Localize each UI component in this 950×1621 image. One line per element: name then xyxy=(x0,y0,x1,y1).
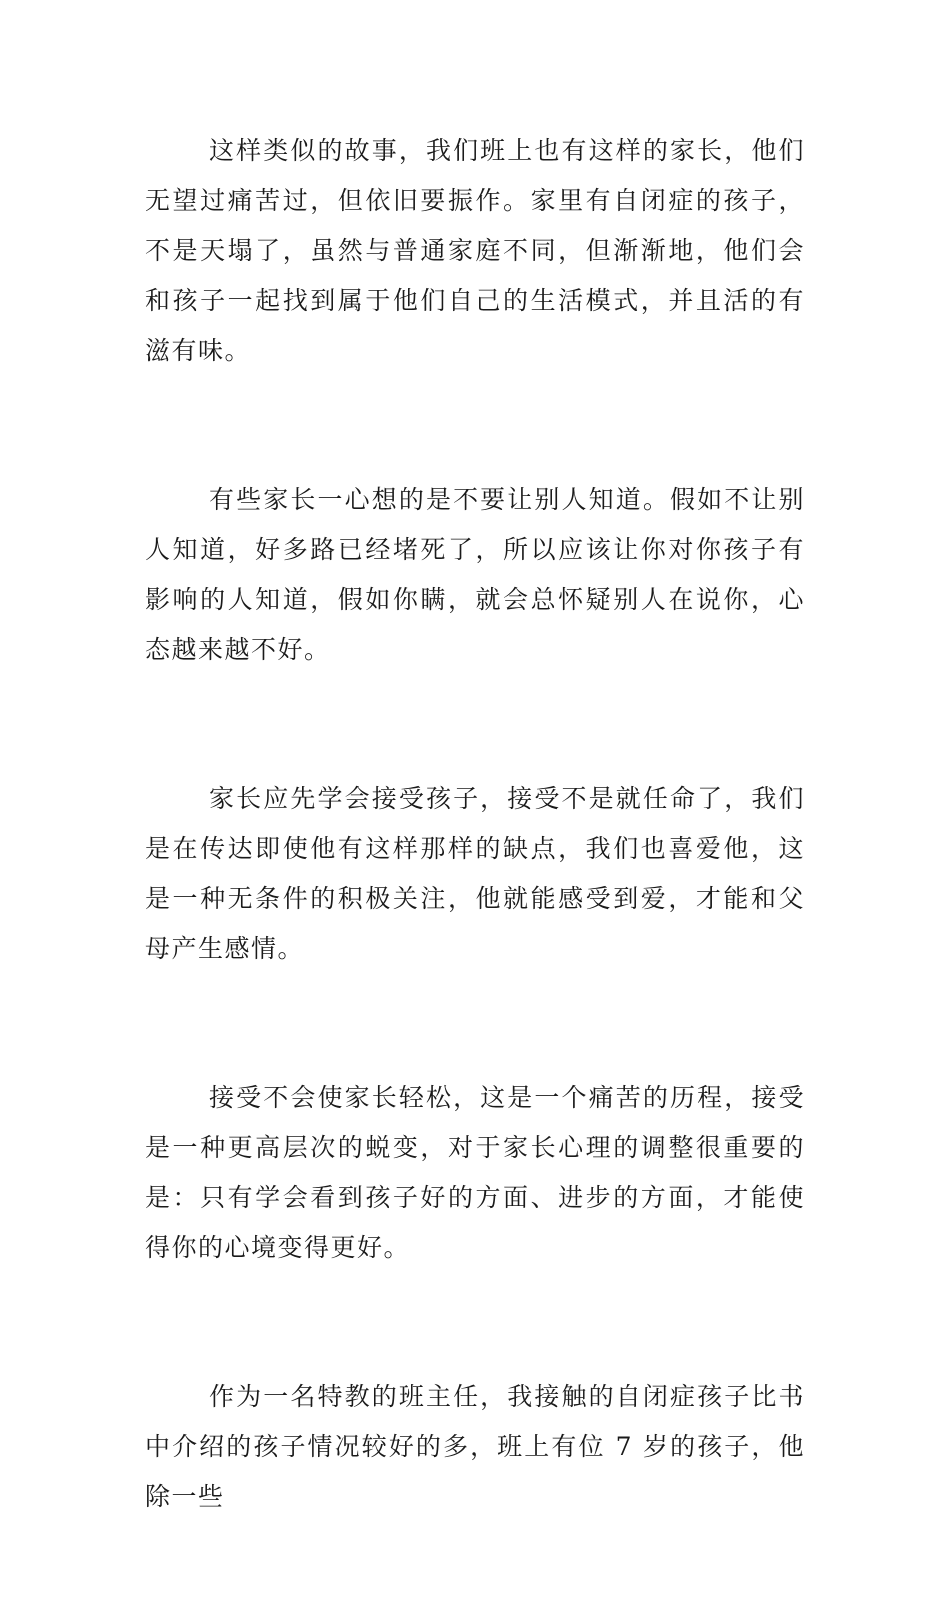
paragraph-5: 作为一名特教的班主任，我接触的自闭症孩子比书中介绍的孩子情况较好的多，班上有位 7 岁的孩子，他除一些 xyxy=(145,1382,805,1511)
paragraph-1: 这样类似的故事，我们班上也有这样的家长，他们无望过痛苦过，但依旧要振作。家里有自闭症的孩子，不是天塌了，虽然与普通家庭不同，但渐渐地，他们会和孩子一起找到属于他们自己的生活模式，并且活的有滋有味。 xyxy=(145,136,805,365)
paragraph-4: 接受不会使家长轻松，这是一个痛苦的历程，接受是一种更高层次的蜕变，对于家长心理的调整很重要的是：只有学会看到孩子好的方面、进步的方面，才能使得你的心境变得更好。 xyxy=(145,1083,805,1262)
paragraph-2: 有些家长一心想的是不要让别人知道。假如不让别人知道，好多路已经堵死了，所以应该让你对你孩子有影响的人知道，假如你瞒，就会总怀疑别人在说你，心态越来越不好。 xyxy=(145,485,805,664)
document-body xyxy=(145,126,805,1621)
paragraph-3: 家长应先学会接受孩子，接受不是就任命了，我们是在传达即使他有这样那样的缺点，我们也喜爱他，这是一种无条件的积极关注，他就能感受到爱，才能和父母产生感情。 xyxy=(145,784,805,963)
